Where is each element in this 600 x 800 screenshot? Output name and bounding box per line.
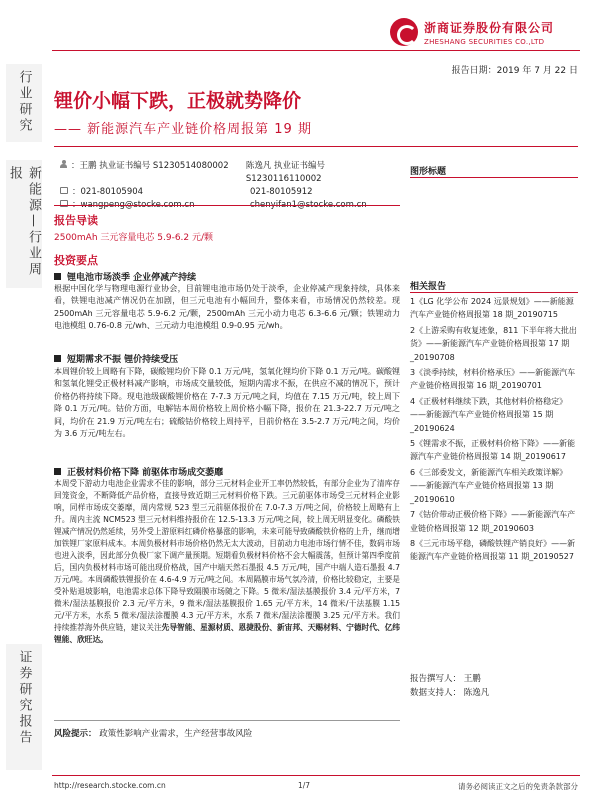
analyst-2-phone: 021-80105912 bbox=[250, 187, 313, 197]
left-bar-bottom bbox=[6, 644, 42, 770]
title-divider bbox=[54, 146, 578, 147]
related-report-item[interactable]: 1《LG 化学公布 2024 远景规划》——新能源汽车产业链价格周报第 18 期_20190715 bbox=[410, 297, 574, 320]
research-report-label: 证券研究报告 bbox=[16, 650, 32, 746]
bullet-square-icon bbox=[54, 273, 61, 280]
section-1-heading bbox=[54, 270, 196, 283]
related-report-item[interactable]: 6《三部委发文，新能源汽车相关政策详解》——新能源汽车产业链价格周报第 13 期_20190610 bbox=[410, 467, 568, 504]
section-3-text: 本周受下游动力电池企业需求不佳的影响，部分三元材料企业开工率仍然较低，有部分企业为了清库存回笼资金，不断降低产品价格，直接导致近期三元材料价格下跌。三元前驱体市场受三元材料企业影响，同样市场成交萎靡，周内常规 523 型三元前驱体报价在 7.0-7.3 万/吨之间，价格较上周略有上升。周内主流 NCM523 型三元材料维持报价在 12.5-13.3 万元/吨之间，较上周无明显变化。磷酸铁锂减产情况仍然延续，另外受上游原料红磷价格暴涨的影响，未来可能导致磷酸铁价格的上升，继而增加铁锂厂家原料成本。本周负极材料市场价格仍然无太大波动，目前动力电池市场行情不佳，数码市场也进入淡季，因此部分负极厂家下调产量预期。短期看负极材料价格不会大幅震荡，但预计第四季度前后，国内负极材料市场可能出现价格战，国产中端天然石墨报 4.5 万元/吨，国产中端人造石墨报 4.7 万元/吨。本周磷酸铁锂报价在 4.6-4.9 万元/吨之间。本周隔膜市场气氛冷清，价格比较稳定，主要是受补贴退坡影响，电池需求总体下降导致隔膜市场随之下降。5 微米/湿法基膜报价 3.4 元/平方米，7 微米/湿法基膜报价 2.3 元/平方米，9 微米/湿法基膜报价 1.65 元/平方米，14 微米/干法基膜 1.15 元/平方米，水系 5 微米/湿法涂覆膜 4.3 元/平方米，水系 7 微米/湿法涂覆膜 3.25 元/平方米。我们持续推荐海外供应链，建议关注 bbox=[54, 479, 400, 632]
section-3-heading bbox=[54, 465, 223, 478]
analyst-2-name: 陈逸凡 执业证书编号 S1230116110002 bbox=[245, 161, 326, 184]
section-2-body: 本周锂价较上周略有下降，碳酸锂均价下降 0.1 万元/吨，氢氧化锂均价下降 0.1 万元/吨。碳酸锂和氢氧化锂受正极材料减产影响，市场成交量较低，短期内需求不振，在供应不减的情况下，预计价格仍将持续下降。现电池级碳酸锂价格在 7-7.3 万元/吨之间，均值在 7.15 万元/吨，较上周下降 0.1 万元/吨。钴价方面，电解钴本周价格较上周价格小幅下降，报价在 21.3-22.7 万元/吨之间，均价在 21.9 万元/吨左右；硫酸钴价格较上周持平，目前价格在 3.5-2.7 万元/吨之间，均价为 3.6 万元/吨左右。 bbox=[54, 367, 400, 439]
contact-block bbox=[410, 672, 489, 700]
recommended-stocks: 先导智能、星源材质、恩捷股份、新宙邦、天赐材料、宁德时代、亿纬锂能、欣旺达。 bbox=[54, 623, 400, 644]
person-icon bbox=[60, 160, 67, 168]
chart-heading-divider bbox=[410, 177, 578, 178]
points-heading: 投资要点 bbox=[54, 254, 98, 267]
analyst-1-phone: ：021-80105904 bbox=[72, 187, 144, 197]
risk-text: 政策性影响产业需求，生产经营事故风险 bbox=[99, 729, 253, 739]
bullet-square-icon bbox=[54, 468, 61, 475]
related-heading-divider bbox=[410, 292, 578, 293]
analyst-2-email[interactable]: chenyifan1@stocke.com.cn bbox=[250, 200, 367, 210]
related-reports-list bbox=[410, 295, 578, 566]
logo-icon bbox=[390, 18, 418, 46]
phone-icon bbox=[60, 187, 68, 194]
company-name-cn: 浙商证券股份有限公司 bbox=[424, 20, 555, 35]
report-type-label: 新能源—行业周报 bbox=[7, 166, 41, 278]
analyst-divider bbox=[54, 205, 400, 206]
guide-text: 2500mAh 三元容量电芯 5.9-6.2 元/颗 bbox=[54, 233, 214, 243]
section-1-body: 根据中国化学与物理电源行业协会，目前锂电池市场仍处于淡季，企业停减产现象持续，具体来看，铁锂电池减产情况仍在加剧，但三元电池有小幅回升，整体来看，市场情况仍然较差。现 2500mAh 三元容量电芯 5.9-6.2 元/颗，2500mAh 三元小动力电芯 6.3-6.6 元/颗；铁锂动力电池模组 0.76-0.8 元/wh、三元动力电池模组 0.9-0.95 元/wh。 bbox=[54, 284, 400, 331]
section-1-title: 锂电池市场淡季 企业停减产持续 bbox=[67, 273, 197, 283]
section-2-heading bbox=[54, 352, 178, 365]
industry-label: 行业研究 bbox=[16, 70, 32, 134]
risk-divider bbox=[54, 720, 400, 721]
related-report-item[interactable]: 4《正极材料继续下跌，其他材料价格稳定》——新能源汽车产业链价格周报第 15 期_20190624 bbox=[410, 396, 568, 433]
footer-url[interactable]: http://research.stocke.com.cn bbox=[54, 781, 166, 790]
page-number: 1/7 bbox=[298, 781, 311, 790]
footer-disclaimer: 请务必阅读正文之后的免责条款部分 bbox=[458, 782, 578, 791]
risk-label: 风险提示： bbox=[54, 729, 97, 739]
related-report-item[interactable]: 7《钴价带动正极价格下降》——新能源汽车产业链价格周报第 12 期_20190603 bbox=[410, 510, 576, 533]
company-logo bbox=[390, 18, 554, 46]
footer-divider bbox=[52, 775, 580, 776]
report-date: 报告日期：2019 年 7 月 22 日 bbox=[451, 66, 578, 76]
related-report-item[interactable]: 3《淡季持续，材料价格承压》——新能源汽车产业链价格周报第 16 期_20190701 bbox=[410, 368, 576, 391]
bullet-square-icon bbox=[54, 355, 61, 362]
chart-heading: 图形标题 bbox=[410, 167, 447, 177]
related-report-item[interactable]: 5《锂需求不振，正极材料价格下降》——新能源汽车产业链价格周报第 14 期_20190617 bbox=[410, 439, 576, 462]
company-name-en: ZHESHANG SECURITIES CO.,LTD bbox=[424, 37, 545, 46]
header-divider bbox=[52, 50, 580, 51]
left-bar-industry bbox=[6, 64, 42, 142]
analyst-1-name: ：王鹏 执业证书编号 S1230514080002 bbox=[71, 161, 229, 171]
left-bar-type bbox=[6, 160, 42, 288]
page-subtitle: —— 新能源汽车产业链价格周报第 19 期 bbox=[54, 122, 312, 137]
related-report-item[interactable]: 8《三元市场平稳，磷酸铁锂产销良好》——新能源汽车产业链价格周报第 11 期_20190527 bbox=[410, 538, 576, 562]
section-2-title: 短期需求不振 锂价持续受压 bbox=[67, 355, 179, 365]
analyst-1-email[interactable]: ：wangpeng@stocke.com.cn bbox=[72, 200, 195, 210]
guide-heading: 报告导读 bbox=[54, 214, 98, 227]
risk-note bbox=[54, 727, 252, 739]
section-3-body bbox=[54, 478, 400, 646]
report-writer: 报告撰写人： 王鹏 bbox=[410, 674, 481, 684]
related-report-item[interactable]: 2《上游采购有收复迹象，811 下半年将大批出货》——新能源汽车产业链价格周报第 17 期_20190708 bbox=[410, 325, 577, 362]
related-heading: 相关报告 bbox=[410, 282, 447, 292]
section-3-title: 正极材料价格下降 前驱体市场成交萎靡 bbox=[67, 468, 224, 478]
data-supporter: 数据支持人： 陈逸凡 bbox=[410, 688, 490, 698]
page-title: 锂价小幅下跌，正极就势降价 bbox=[54, 90, 302, 112]
